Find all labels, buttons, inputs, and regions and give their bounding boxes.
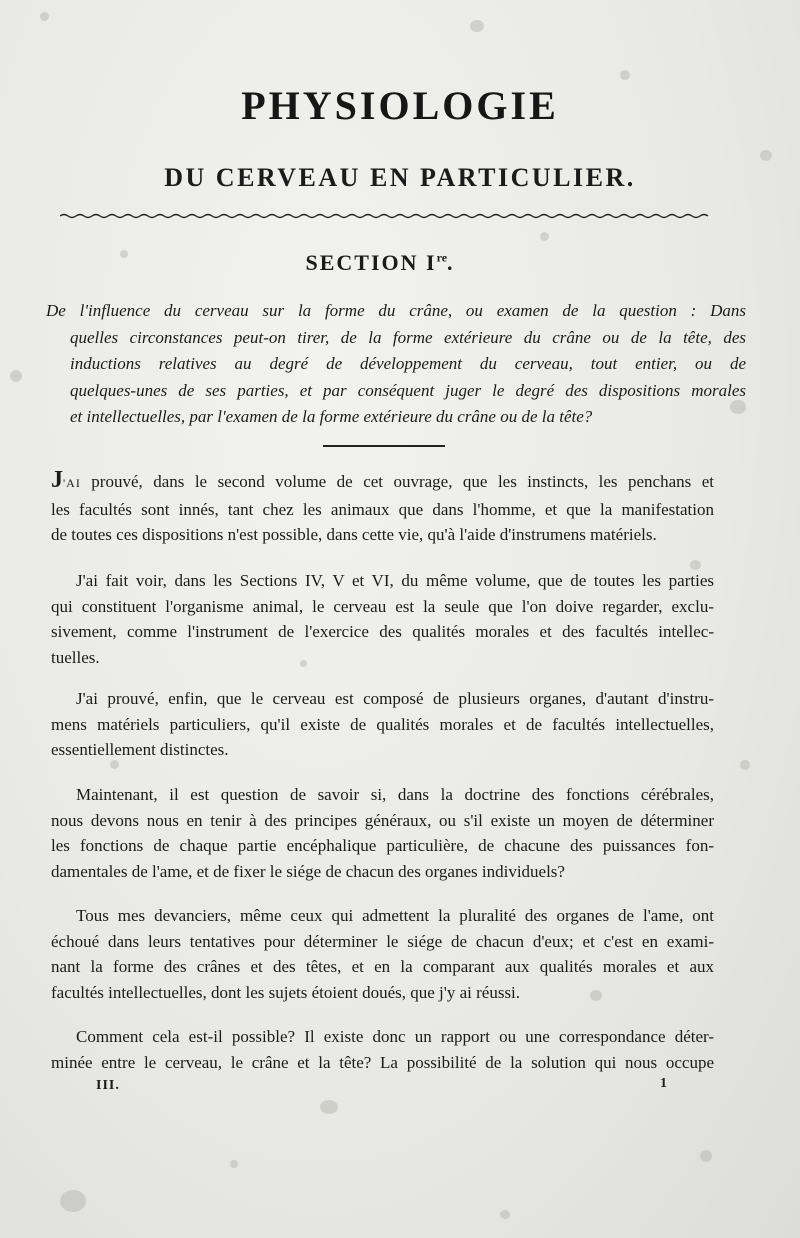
abstract-line: quelques-unes de ses parties, et par conséquent juger le degré des dispositions morales [70, 380, 746, 400]
section-heading-text: SECTION I [305, 250, 437, 275]
small-caps-word: 'AI [63, 476, 81, 490]
paragraph-line: les facultés sont innés, tant chez les animaux que dans l'homme, et que la manifestation [51, 499, 714, 519]
paragraph-4 [51, 782, 714, 884]
paragraph-line: nous devons nous en tenir à des principes généraux, ou s'il existe un moyen de déterminer [51, 810, 714, 830]
section-divider [323, 445, 445, 447]
foxing-speck [500, 1210, 510, 1219]
foxing-speck [230, 1160, 238, 1168]
signature-mark: III. [96, 1078, 120, 1093]
section-heading-sup: re [436, 250, 448, 265]
paragraph-line: échoué dans leurs tentatives pour déterminer le siége de chacun d'eux; et c'est en exami- [51, 931, 714, 951]
paragraph-line: sivement, comme l'instrument de l'exercice des qualités morales et des facultés intellec- [51, 622, 714, 641]
section-heading [0, 250, 760, 276]
page-number: 1 [660, 1076, 667, 1091]
abstract-line: De l'influence du cerveau sur la forme du crâne, ou examen de la question : Dans [46, 301, 746, 320]
foxing-speck [320, 1100, 338, 1114]
page-subtitle: DU CERVEAU EN PARTICULIER. [164, 163, 636, 192]
paragraph-6 [51, 1024, 714, 1075]
paragraph-line-text: prouvé, dans le second volume de cet ouvrage, que les instincts, les penchans et [80, 472, 714, 491]
abstract-line: inductions relatives au degré de développement du cerveau, tout entier, ou de [70, 354, 746, 373]
section-abstract [46, 298, 746, 431]
foxing-speck [10, 370, 22, 382]
decorative-wavy-rule [60, 213, 712, 219]
foxing-speck [760, 150, 772, 161]
paragraph-line: mens matériels particuliers, qu'il existe de qualités morales et de facultés intellectuelles, [51, 714, 714, 734]
paragraph-line: J'ai prouvé, enfin, que le cerveau est composé de plusieurs organes, d'autant d'instru- [76, 689, 714, 708]
foxing-speck [700, 1150, 712, 1162]
abstract-line: quelles circonstances peut-on tirer, de la forme extérieure du crâne ou de la tête, des [70, 327, 746, 347]
abstract-line: et intellectuelles, par l'examen de la forme extérieure du crâne ou de la tête? [70, 407, 593, 426]
paragraph-line: de toutes ces dispositions n'est possible, dans cette vie, qu'à l'aide d'instrumens matériels. [51, 525, 657, 544]
foxing-speck [60, 1190, 86, 1212]
paragraph-line: qui constituent l'organisme animal, le cerveau est la seule que l'on doive regarder, exclu- [51, 596, 714, 616]
paragraph-line: les fonctions de chaque partie encéphalique particulière, de chacune des puissances fon- [51, 836, 714, 855]
foxing-speck [540, 232, 549, 241]
foxing-speck [470, 20, 484, 32]
paragraph-line: Tous mes devanciers, même ceux qui admettent la pluralité des organes de l'ame, ont [76, 906, 714, 925]
foxing-speck [40, 12, 49, 21]
paragraph-line [51, 468, 714, 497]
paragraph-line: essentiellement distinctes. [51, 740, 229, 759]
paragraph-line: tuelles. [51, 647, 100, 667]
paragraph-line: minée entre le cerveau, le crâne et la tête? La possibilité de la solution qui nous occupe [51, 1052, 714, 1072]
paragraph-line: J'ai fait voir, dans les Sections IV, V et VI, du même volume, que de toutes les parties [76, 571, 714, 590]
foxing-speck [740, 760, 750, 770]
paragraph-line: facultés intellectuelles, dont les sujets étoient doués, que j'y ai réussi. [51, 982, 521, 1002]
paragraph-2 [51, 568, 714, 670]
page-title: PHYSIOLOGIE [241, 83, 559, 128]
foxing-speck [620, 70, 630, 80]
paragraph-line: nant la forme des crânes et des têtes, et en la comparant aux qualités morales et aux [51, 957, 714, 976]
paragraph-1 [51, 468, 714, 548]
paragraph-line: damentales de l'ame, et de fixer le siége de chacun des organes individuels? [51, 861, 565, 881]
section-heading-end: . [447, 250, 455, 275]
drop-cap: J [51, 467, 63, 493]
paragraph-3 [51, 686, 714, 763]
paragraph-line: Maintenant, il est question de savoir si, dans la doctrine des fonctions cérébrales, [76, 785, 714, 804]
paragraph-5 [51, 903, 714, 1005]
paragraph-line: Comment cela est-il possible? Il existe donc un rapport ou une correspondance déter- [76, 1027, 714, 1046]
